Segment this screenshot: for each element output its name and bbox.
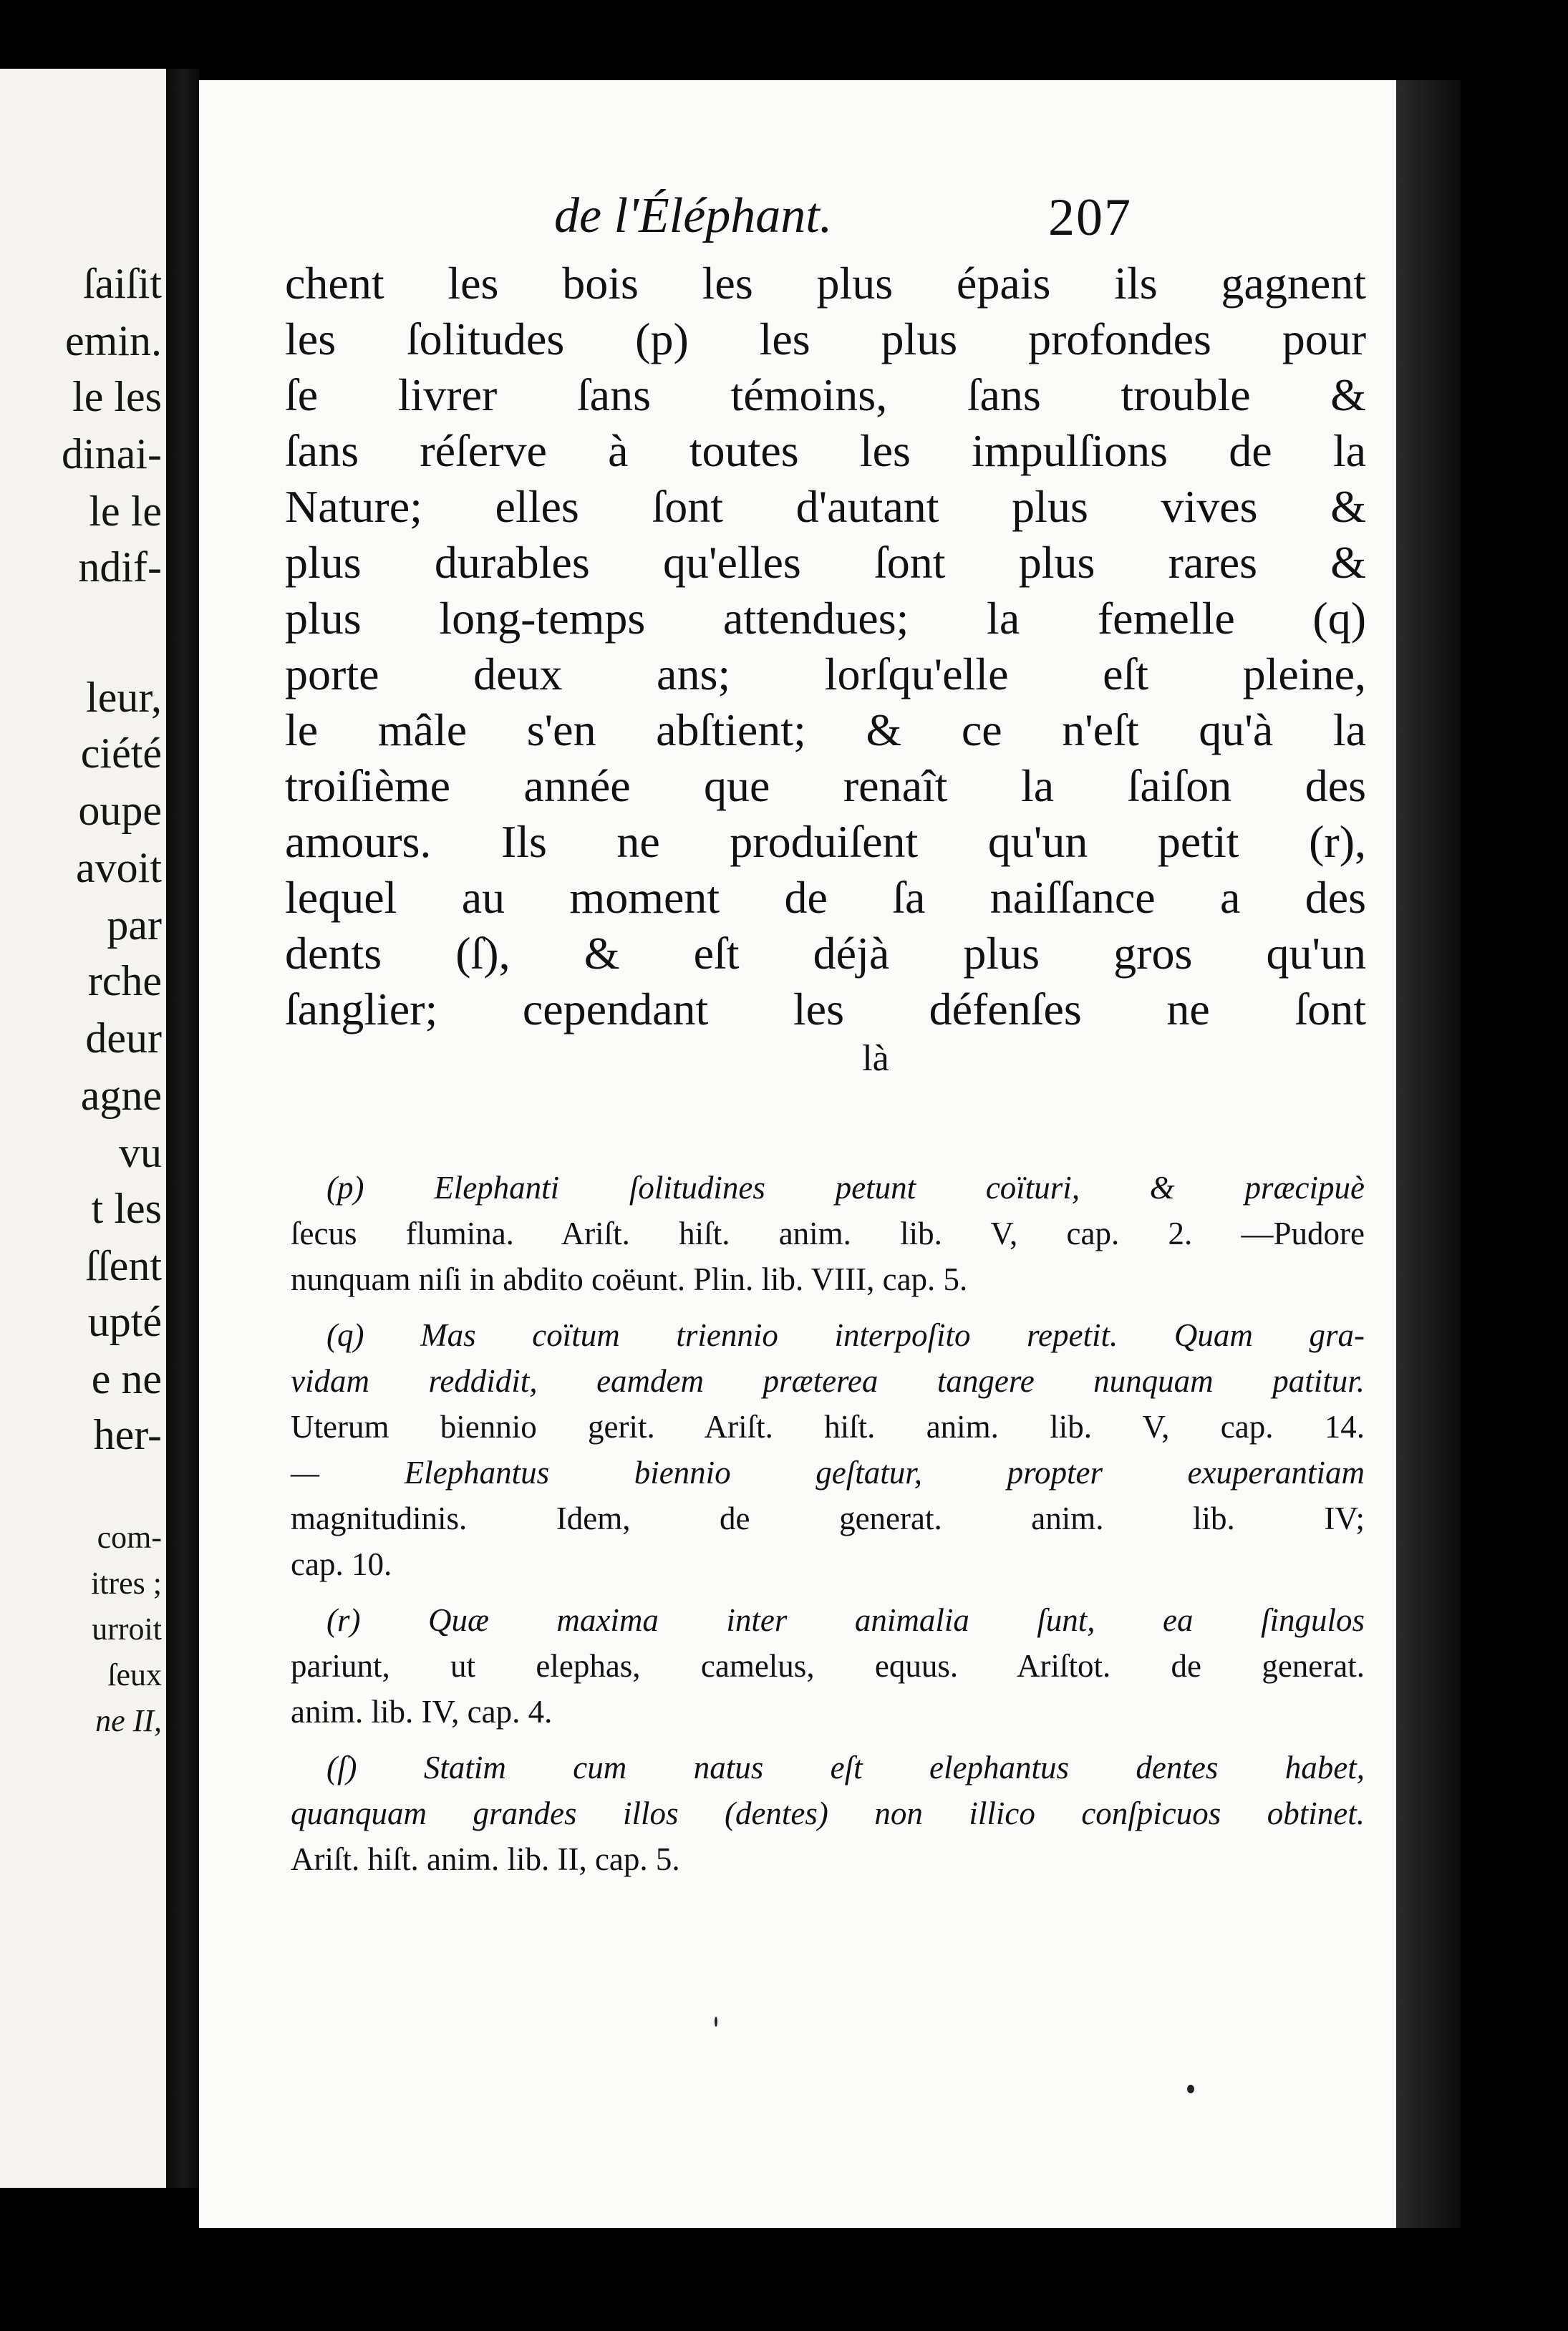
left-page-line: le les <box>72 373 162 420</box>
body-line: lequel au moment de ſa naiſſance a des <box>285 872 1366 923</box>
footnote-line: (p) Elephanti ſolitudines petunt coïturi, & præcipuè <box>326 1170 1365 1206</box>
left-page-line: dinai- <box>62 430 162 478</box>
body-text <box>285 256 1366 1080</box>
book-gutter <box>166 69 199 2188</box>
body-line: ſans réſerve à toutes les impulſions de la <box>285 425 1366 476</box>
left-page-line: avoit <box>76 844 162 891</box>
book-page <box>199 80 1396 2228</box>
footnote-line: quanquam grandes illos (dentes) non illico conſpicuos obtinet. <box>291 1796 1365 1831</box>
left-page-line: leur, <box>86 674 162 721</box>
body-line: les ſolitudes (p) les plus profondes pour <box>285 314 1366 364</box>
body-line: plus durables qu'elles ſont plus rares & <box>285 537 1366 588</box>
left-page-line: ſſent <box>85 1242 162 1289</box>
left-page-line: itres ; <box>91 1566 162 1601</box>
left-page-line: ſaiſit <box>83 260 162 307</box>
left-page-line: par <box>107 901 162 949</box>
left-page-line: t les <box>91 1185 162 1232</box>
left-page-line: ne II, <box>95 1703 162 1738</box>
footnote-line: magnitudinis. Idem, de generat. anim. lib. IV; <box>291 1501 1365 1536</box>
body-line: chent les bois les plus épais ils gagnent <box>285 258 1366 309</box>
left-page-line: ndif- <box>78 543 162 591</box>
left-page-line: ſeux <box>107 1657 162 1692</box>
footnote-line: (r) Quæ maxima inter animalia ſunt, ea ſingulos <box>326 1602 1365 1638</box>
left-page-line: rche <box>87 957 162 1004</box>
ink-speck <box>715 2017 717 2027</box>
left-page-line: ciété <box>80 730 162 777</box>
footnote-s <box>291 1745 1365 1882</box>
page-header <box>199 188 1396 259</box>
left-page-line: emin. <box>65 317 162 364</box>
body-line: ſanglier; cependant les défenſes ne ſont <box>285 984 1366 1034</box>
footnote-line: pariunt, ut elephas, camelus, equus. Ariſtot. de generat. <box>291 1648 1365 1684</box>
footnote-q <box>291 1312 1365 1587</box>
footnote-line: ſecus flumina. Ariſt. hiſt. anim. lib. V, cap. 2. —Pudore <box>291 1216 1365 1251</box>
left-page-line: le le <box>89 488 162 535</box>
left-page-line: oupe <box>78 787 162 834</box>
footnote-line: cap. 10. <box>291 1546 392 1582</box>
body-line: amours. Ils ne produiſent qu'un petit (r), <box>285 816 1366 867</box>
footnote-line: (q) Mas coïtum triennio interpoſito repetit. Quam gra- <box>326 1317 1365 1353</box>
footnote-line: — Elephantus biennio geſtatur, propter exuperantiam <box>291 1455 1365 1491</box>
footnote-line: vidam reddidit, eamdem præterea tangere nunquam patitur. <box>291 1363 1365 1399</box>
left-page-line: upté <box>87 1298 162 1345</box>
footnote-line: Uterum biennio gerit. Ariſt. hiſt. anim. lib. V, cap. 14. <box>291 1409 1365 1445</box>
left-page-line: her- <box>93 1411 162 1458</box>
body-line: plus long-temps attendues; la femelle (q) <box>285 593 1366 644</box>
footnote-line: anim. lib. IV, cap. 4. <box>291 1694 553 1730</box>
body-line: Nature; elles ſont d'autant plus vives & <box>285 481 1366 532</box>
footnote-p <box>291 1165 1365 1302</box>
left-page-line: vu <box>119 1129 162 1176</box>
footnote-r <box>291 1597 1365 1735</box>
footnote-line: nunquam niſi in abdito coëunt. Plin. lib. VIII, cap. 5. <box>291 1261 968 1297</box>
body-line: dents (ſ), & eſt déjà plus gros qu'un <box>285 928 1366 979</box>
left-page-line: agne <box>80 1072 162 1119</box>
catchword: là <box>862 1038 889 1079</box>
body-line: ſe livrer ſans témoins, ſans trouble & <box>285 369 1366 420</box>
page-edge-shadow <box>1396 80 1461 2228</box>
left-page-line: urroit <box>92 1612 162 1647</box>
body-line: troiſième année que renaît la ſaiſon des <box>285 760 1366 811</box>
footnote-line: (ſ) Statim cum natus eſt elephantus dentes habet, <box>326 1750 1365 1785</box>
ink-speck <box>1187 2085 1194 2093</box>
footnote-line: Ariſt. hiſt. anim. lib. II, cap. 5. <box>291 1841 680 1877</box>
body-line: porte deux ans; lorſqu'elle eſt pleine, <box>285 649 1366 699</box>
left-page-line: com- <box>97 1520 162 1555</box>
running-title: de l'Éléphant. <box>554 188 833 243</box>
body-line: le mâle s'en abſtient; & ce n'eſt qu'à la <box>285 704 1366 755</box>
left-page-line: e ne <box>91 1355 162 1402</box>
left-page-line: deur <box>85 1014 162 1062</box>
left-facing-page <box>0 69 166 2188</box>
footnotes <box>291 1165 1365 1892</box>
page-number: 207 <box>1048 188 1132 247</box>
